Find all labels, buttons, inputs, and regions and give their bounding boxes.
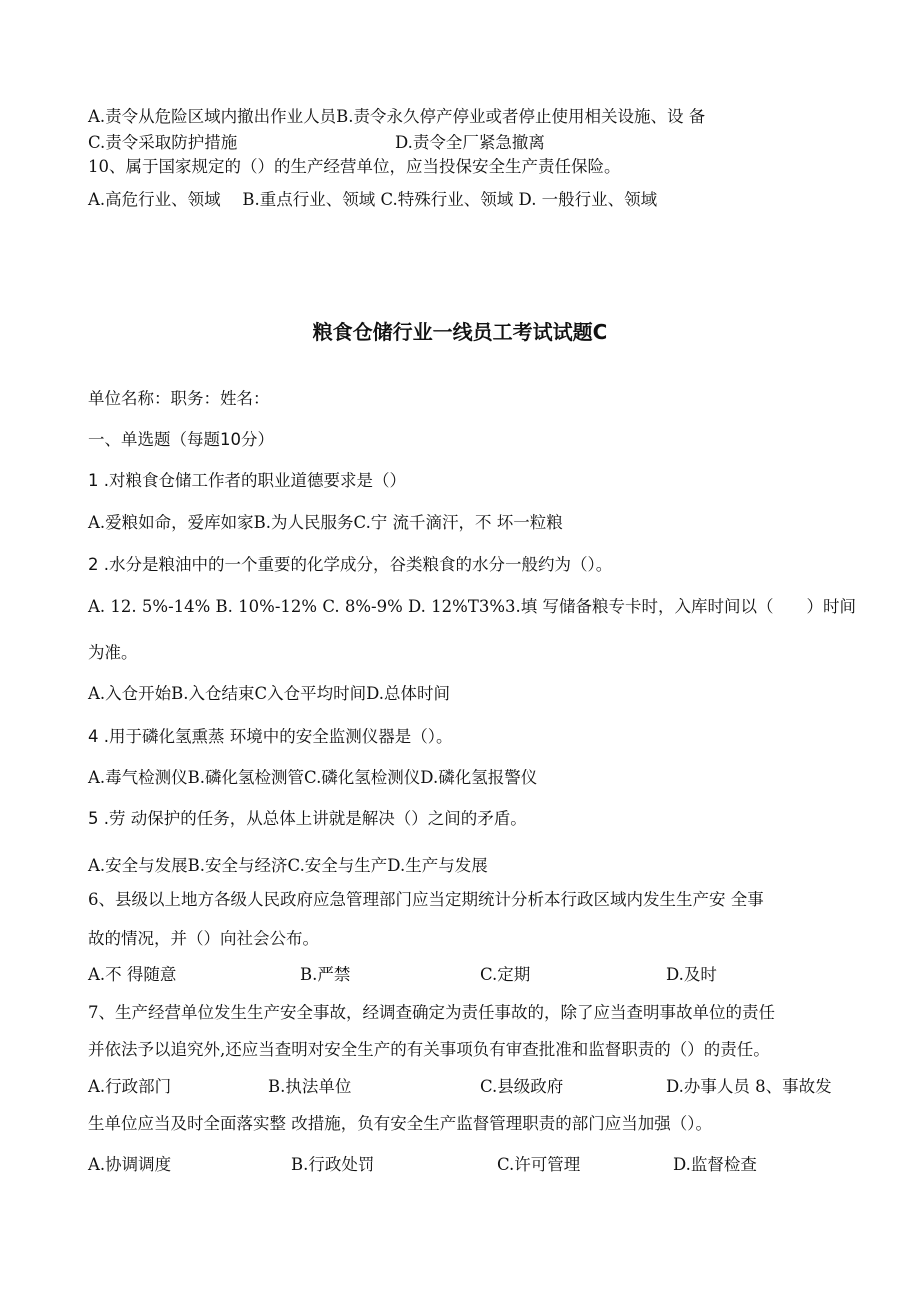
- q10-text: 10、属于国家规定的（）的生产经营单位，应当投保安全生产责任保险。: [88, 157, 621, 176]
- q6-line2: 故的情况，并（）向社会公布。: [88, 929, 319, 948]
- q6-option-a: A.不 得随意: [88, 965, 177, 984]
- q7-option-a: A.行政部门: [88, 1077, 172, 1096]
- q4-text: 4 .用于磷化氢熏蒸 环境中的安全监测仪器是（）。: [88, 727, 453, 746]
- q3-options: A.入仓开始B.入仓结束C入仓平均时间D.总体时间: [88, 684, 451, 703]
- exam-title: 粮食仓储行业一线员工考试试题C: [312, 320, 608, 344]
- q6-option-c: C.定期: [480, 965, 531, 984]
- q3-continuation: 为准。: [88, 643, 138, 662]
- q5-options: A.安全与发展B.安全与经济C.安全与生产D.生产与发展: [88, 856, 488, 875]
- header-fields: 单位名称：职务：姓名：: [88, 389, 270, 408]
- q8-line2: 生单位应当及时全面落实整 改措施，负有安全生产监督管理职责的部门应当加强（）。: [88, 1114, 712, 1133]
- q8-option-a: A.协调调度: [88, 1155, 172, 1174]
- q8-option-d: D.监督检查: [673, 1155, 757, 1174]
- q1-text: 1 .对粮食仓储工作者的职业道德要求是（）: [88, 471, 406, 490]
- q7-option-b: B.执法单位: [268, 1077, 352, 1096]
- q4-options: A.毒气检测仪B.磷化氢检测管C.磷化氢检测仪D.磷化氢报警仪: [88, 768, 538, 787]
- q8-option-c: C.许可管理: [497, 1155, 581, 1174]
- q9-options-line1: A.责令从危险区域内撤出作业人员B.责令永久停产停业或者停止使用相关设施、设 备: [88, 107, 706, 126]
- q7-option-d-and-q8-start: D.办事人员 8、事故发: [666, 1077, 832, 1096]
- q7-line1: 7、生产经营单位发生生产安全事故，经调查确定为责任事故的，除了应当查明事故单位的责任: [88, 1003, 775, 1022]
- q8-option-b: B.行政处罚: [291, 1155, 375, 1174]
- q6-option-d: D.及时: [666, 965, 717, 984]
- q7-line2: 并依法予以追究外,还应当查明对安全生产的有关事项负有审查批准和监督职责的（）的责任。: [88, 1040, 770, 1059]
- q6-option-b: B.严禁: [300, 965, 351, 984]
- q2-options-and-q3: A. 12. 5%-14% B. 10%-12% C. 8%-9% D. 12%T3%3.填 写储备粮专卡时，入库时间以（ ）时间: [88, 597, 857, 616]
- q2-text: 2 .水分是粮油中的一个重要的化学成分，谷类粮食的水分一般约为（）。: [88, 555, 613, 574]
- q7-option-c: C.县级政府: [480, 1077, 564, 1096]
- q5-text: 5 .劳 动保护的任务，从总体上讲就是解决（）之间的矛盾。: [88, 809, 527, 828]
- q10-options: A.高危行业、领域 B.重点行业、领域 C.特殊行业、领域 D. 一般行业、领域: [88, 190, 658, 209]
- q9-option-c: C.责令采取防护措施: [88, 133, 238, 152]
- q1-options: A.爱粮如命，爱库如家B.为人民服务C.宁 流千滴汗，不 坏一粒粮: [88, 513, 563, 532]
- section-heading: 一、单选题（每题10分）: [88, 430, 274, 449]
- q9-option-d: D.责令全厂紧急撤离: [395, 133, 545, 152]
- q6-line1: 6、县级以上地方各级人民政府应急管理部门应当定期统计分析本行政区域内发生生产安 全事: [88, 890, 764, 909]
